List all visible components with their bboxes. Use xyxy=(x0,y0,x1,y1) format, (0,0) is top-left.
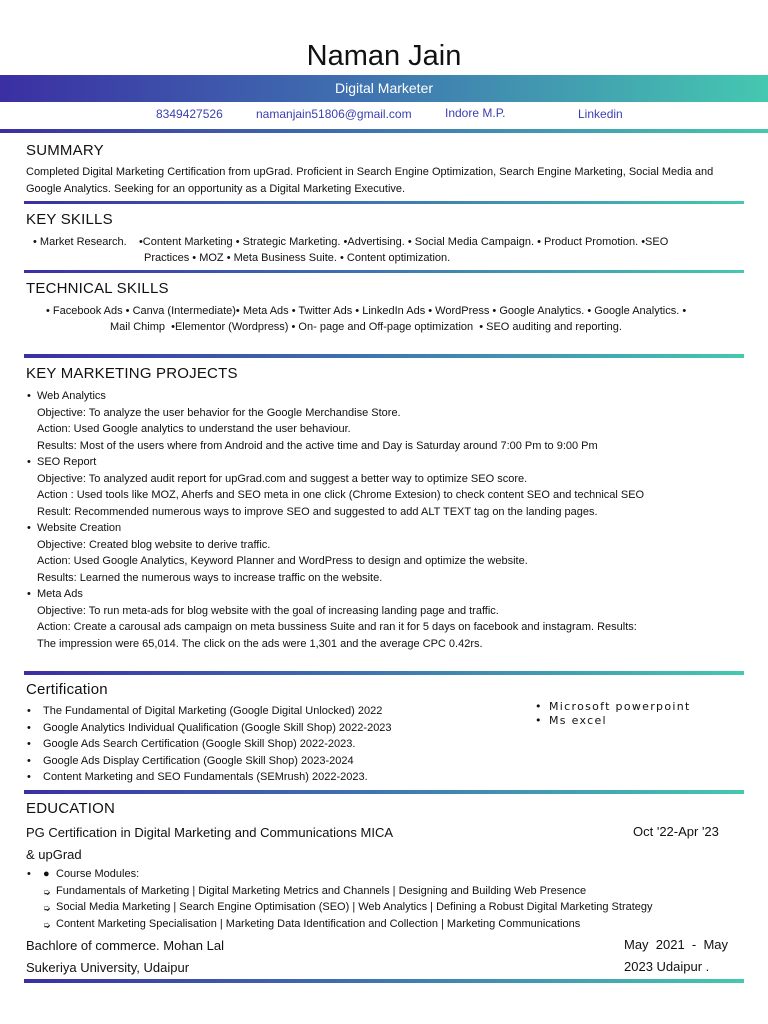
linkedin-link[interactable]: Linkedin xyxy=(578,107,623,121)
summary-text: Completed Digital Marketing Certification from upGrad. Proficient in Search Engine Optimization, Search Engine Marketing, Social Media and Google Analytics. Seeking for an opportunity as a Digital Marketing Executive. xyxy=(26,166,714,195)
bcom-location: 2023 Udaipur . xyxy=(624,959,710,974)
pg-course-institution: & upGrad xyxy=(26,847,82,862)
email-link[interactable]: namanjain51806@gmail.com xyxy=(256,107,412,121)
key-skills-line-1: • Market Research. •Content Marketing • Strategic Marketing. •Advertising. • Social Media Campaign. • Product Promotion. •SEO xyxy=(33,236,669,248)
section-divider xyxy=(24,790,744,794)
project-item xyxy=(27,388,737,454)
projects-heading: KEY MARKETING PROJECTS xyxy=(26,365,238,382)
project-detail: Action: Used Google Analytics, Keyword Planner and WordPress to design and optimize the website. xyxy=(37,555,528,567)
course-modules xyxy=(25,866,725,932)
projects-list xyxy=(27,388,737,652)
arrow-bullet-icon: ➭ xyxy=(43,919,51,930)
section-divider xyxy=(24,270,744,273)
bcom-dates: May 2021 - May xyxy=(624,937,729,952)
pg-course-dates: Oct '22-Apr '23 xyxy=(633,824,719,839)
project-detail: Action : Used tools like MOZ, Aherfs and SEO meta in one click (Chrome Extesion) to check content SEO and technical SEO xyxy=(37,489,645,501)
list-item: ➭ Fundamentals of Marketing | Digital Marketing Metrics and Channels | Designing and Building Web Presence xyxy=(25,883,725,900)
list-item: • The Fundamental of Digital Marketing (Google Digital Unlocked) 2022 xyxy=(25,703,505,720)
section-divider xyxy=(24,354,744,358)
summary-heading: SUMMARY xyxy=(26,142,104,159)
project-detail: Action: Create a carousal ads campaign on meta bussiness Suite and ran it for 5 days on facebook and instagram. Results: xyxy=(37,621,637,633)
project-detail: Results: Learned the numerous ways to increase traffic on the website. xyxy=(37,571,383,584)
list-item: ➭ Content Marketing Specialisation | Marketing Data Identification and Collection | Marketing Communications xyxy=(25,916,725,933)
project-detail: Action: Used Google analytics to understand the user behaviour. xyxy=(37,423,351,435)
project-item xyxy=(27,586,737,652)
list-item: • Ms excel xyxy=(535,714,735,728)
list-item: • Google Ads Search Certification (Google Skill Shop) 2022-2023. xyxy=(25,736,505,753)
pg-course-title: PG Certification in Digital Marketing and Communications MICA xyxy=(26,825,394,840)
project-detail: Results: Most of the users where from Android and the active time and Day is Saturday around 7:00 Pm to 9:00 Pm xyxy=(37,439,598,452)
arrow-bullet-icon: ➭ xyxy=(43,903,51,913)
education-heading: EDUCATION xyxy=(26,800,116,817)
key-skills-heading: KEY SKILLS xyxy=(26,211,113,228)
project-name: • SEO Report xyxy=(27,456,97,468)
section-divider xyxy=(24,201,744,204)
project-detail: Objective: Created blog website to derive traffic. xyxy=(37,538,271,551)
project-name: • Meta Ads xyxy=(27,588,83,600)
section-divider xyxy=(24,671,744,675)
bullet-icon: • xyxy=(27,868,31,880)
bullet-icon: ● xyxy=(43,868,50,880)
project-detail: Result: Recommended numerous ways to improve SEO and suggested to add ALT TEXT tag on the landing pages. xyxy=(37,505,598,518)
project-name: • Website Creation xyxy=(27,522,122,534)
list-item: • Microsoft powerpoint xyxy=(535,700,735,714)
list-item: • Content Marketing and SEO Fundamentals (SEMrush) 2022-2023. xyxy=(25,769,505,786)
project-item xyxy=(27,520,737,586)
tools-list xyxy=(535,700,735,728)
location-text: Indore M.P. xyxy=(445,106,506,120)
candidate-name: Naman Jain xyxy=(306,40,462,72)
list-item: ➭ Social Media Marketing | Search Engine Optimisation (SEO) | Web Analytics | Defining a Robust Digital Marketing Strategy xyxy=(25,899,725,916)
header-divider xyxy=(0,129,768,133)
project-detail: Objective: To analyze the user behavior for the Google Merchandise Store. xyxy=(37,406,401,419)
technical-skills-line-1: • Facebook Ads • Canva (Intermediate)• Meta Ads • Twitter Ads • LinkedIn Ads • WordPress • Google Analytics. • Google Analytics. • xyxy=(46,305,687,317)
project-item xyxy=(27,454,737,520)
project-detail: Objective: To analyzed audit report for upGrad.com and suggest a better way to optimize SEO score. xyxy=(37,472,528,485)
list-item: • Google Ads Display Certification (Google Skill Shop) 2023-2024 xyxy=(25,753,505,770)
key-skills-line-2: Practices • MOZ • Meta Business Suite. • Content optimization. xyxy=(144,252,451,264)
project-detail: Objective: To run meta-ads for blog website with the goal of increasing landing page and traffic. xyxy=(37,604,499,617)
job-title: Digital Marketer xyxy=(334,80,434,96)
modules-list xyxy=(25,883,725,933)
bcom-degree: Bachlore of commerce. Mohan Lal xyxy=(26,938,224,953)
bcom-university: Sukeriya University, Udaipur xyxy=(26,960,190,975)
modules-label: Course Modules: xyxy=(56,868,140,880)
certification-heading: Certification xyxy=(26,681,108,698)
phone-number[interactable]: 8349427526 xyxy=(156,107,223,121)
arrow-bullet-icon: ➭ xyxy=(43,886,51,897)
technical-skills-heading: TECHNICAL SKILLS xyxy=(26,280,169,297)
project-name: • Web Analytics xyxy=(27,390,106,402)
certification-list xyxy=(25,703,505,786)
modules-label-row xyxy=(25,866,725,883)
footer-divider xyxy=(24,979,744,983)
list-item: • Google Analytics Individual Qualification (Google Skill Shop) 2022-2023 xyxy=(25,720,505,737)
technical-skills-line-2: Mail Chimp •Elementor (Wordpress) • On- page and Off-page optimization • SEO auditing and reporting. xyxy=(110,321,622,333)
project-detail: The impression were 65,014. The click on the ads were 1,301 and the average CPC 0.42rs. xyxy=(37,637,483,650)
